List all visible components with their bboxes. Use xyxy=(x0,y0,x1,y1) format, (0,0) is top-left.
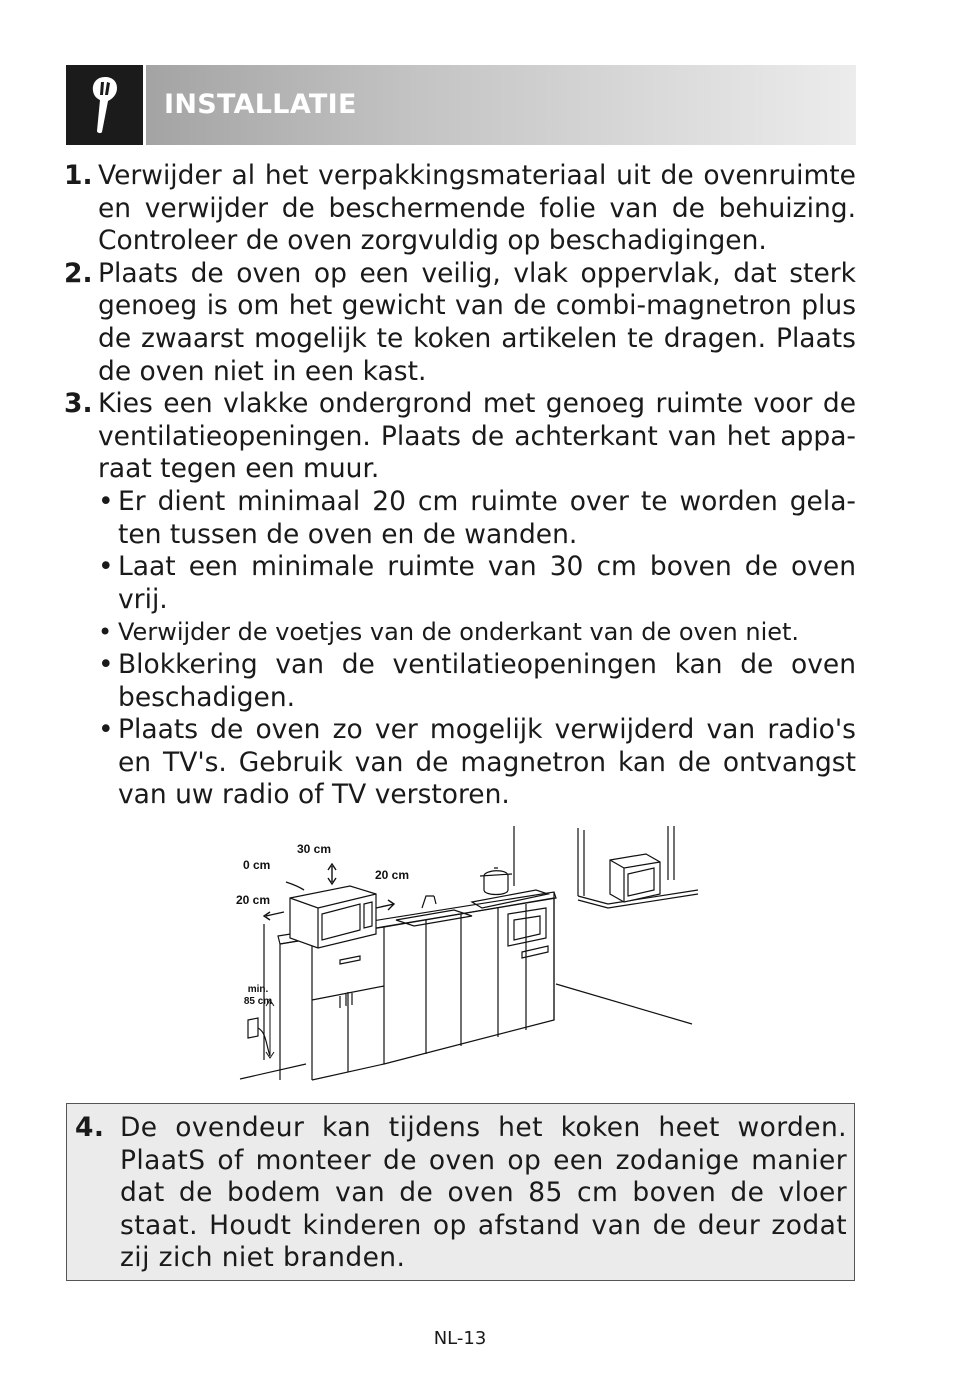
bullet-text: Plaats de oven zo ver mogelijk verwijderd van radio's en TV's. Gebruik van de magnetron kan de ontvangst van uw radio of TV verstoren. xyxy=(118,714,856,811)
list-item xyxy=(98,616,856,649)
step-number: 1. xyxy=(64,160,93,191)
step-number: 4. xyxy=(75,1112,105,1143)
list-item xyxy=(98,551,856,616)
bullet-text: Blokkering van de ventilatieopeningen kan de oven beschadigen. xyxy=(118,648,856,713)
label-min-85cm xyxy=(240,984,276,1008)
label-85cm: 85 cm xyxy=(243,996,273,1007)
step-number: 2. xyxy=(64,257,93,289)
label-min: min. xyxy=(247,984,269,995)
installation-illustration xyxy=(236,824,706,1086)
section-title: INSTALLATIE xyxy=(164,89,357,120)
bullet-dot: • xyxy=(98,618,113,647)
step-text: Verwijder al het verpakkingsmateriaal uit de ovenruimte en verwijder de beschermende folie van de behuizing. Controleer de oven zorgvuldig op beschadigingen. xyxy=(98,160,856,257)
label-0cm: 0 cm xyxy=(243,858,271,872)
step-3 xyxy=(64,388,856,812)
warning-content xyxy=(75,1112,847,1275)
step-2 xyxy=(64,258,856,388)
warning-text: De ovendeur kan tijdens het koken heet worden. PlaatS of monteer de oven op een zodanige manier dat de bodem van de oven 85 cm boven de vloer staat. Houdt kinderen op afstand van de deur zodat zij zich niet branden. xyxy=(120,1112,847,1274)
label-30cm: 30 cm xyxy=(297,842,332,856)
header-divider xyxy=(143,65,146,145)
bullet-dot: • xyxy=(98,485,114,517)
header-icon-box xyxy=(66,65,143,145)
bullet-text: Verwijder de voetjes van de onderkant van de oven niet. xyxy=(118,618,800,647)
step-number: 3. xyxy=(64,388,93,420)
bullet-dot: • xyxy=(98,714,114,746)
bullet-dot: • xyxy=(98,551,114,583)
list-item xyxy=(98,714,856,812)
section-header xyxy=(66,65,856,145)
wrench-icon xyxy=(88,75,122,135)
step-text: Plaats de oven op een veilig, vlak oppervlak, dat sterk genoeg is om het gewicht van de combi-magnetron plus de zwaarst mogelijk te koken artikelen te dragen. Plaats de oven niet in een kast. xyxy=(98,257,856,387)
label-20cm-right: 20 cm xyxy=(375,868,410,882)
list-item xyxy=(98,486,856,551)
bullet-text: Laat een minimale ruimte van 30 cm boven de oven vrij. xyxy=(118,551,856,615)
label-20cm-left: 20 cm xyxy=(236,893,271,907)
instructions xyxy=(64,160,856,812)
kitchen-drawing xyxy=(236,824,706,1086)
step-text: Kies een vlakke ondergrond met genoeg ruimte voor de ventilatieopeningen. Plaats de achterkant van het appa-raat tegen een muur. xyxy=(98,388,856,485)
step-1 xyxy=(64,160,856,258)
bullet-text: Er dient minimaal 20 cm ruimte over te worden gela-ten tussen de oven en de wanden. xyxy=(118,485,856,550)
list-item xyxy=(98,649,856,714)
bullet-dot: • xyxy=(98,648,114,680)
warning-box xyxy=(66,1103,855,1281)
bullet-list xyxy=(98,486,856,812)
page-number: NL-13 xyxy=(433,1328,487,1349)
